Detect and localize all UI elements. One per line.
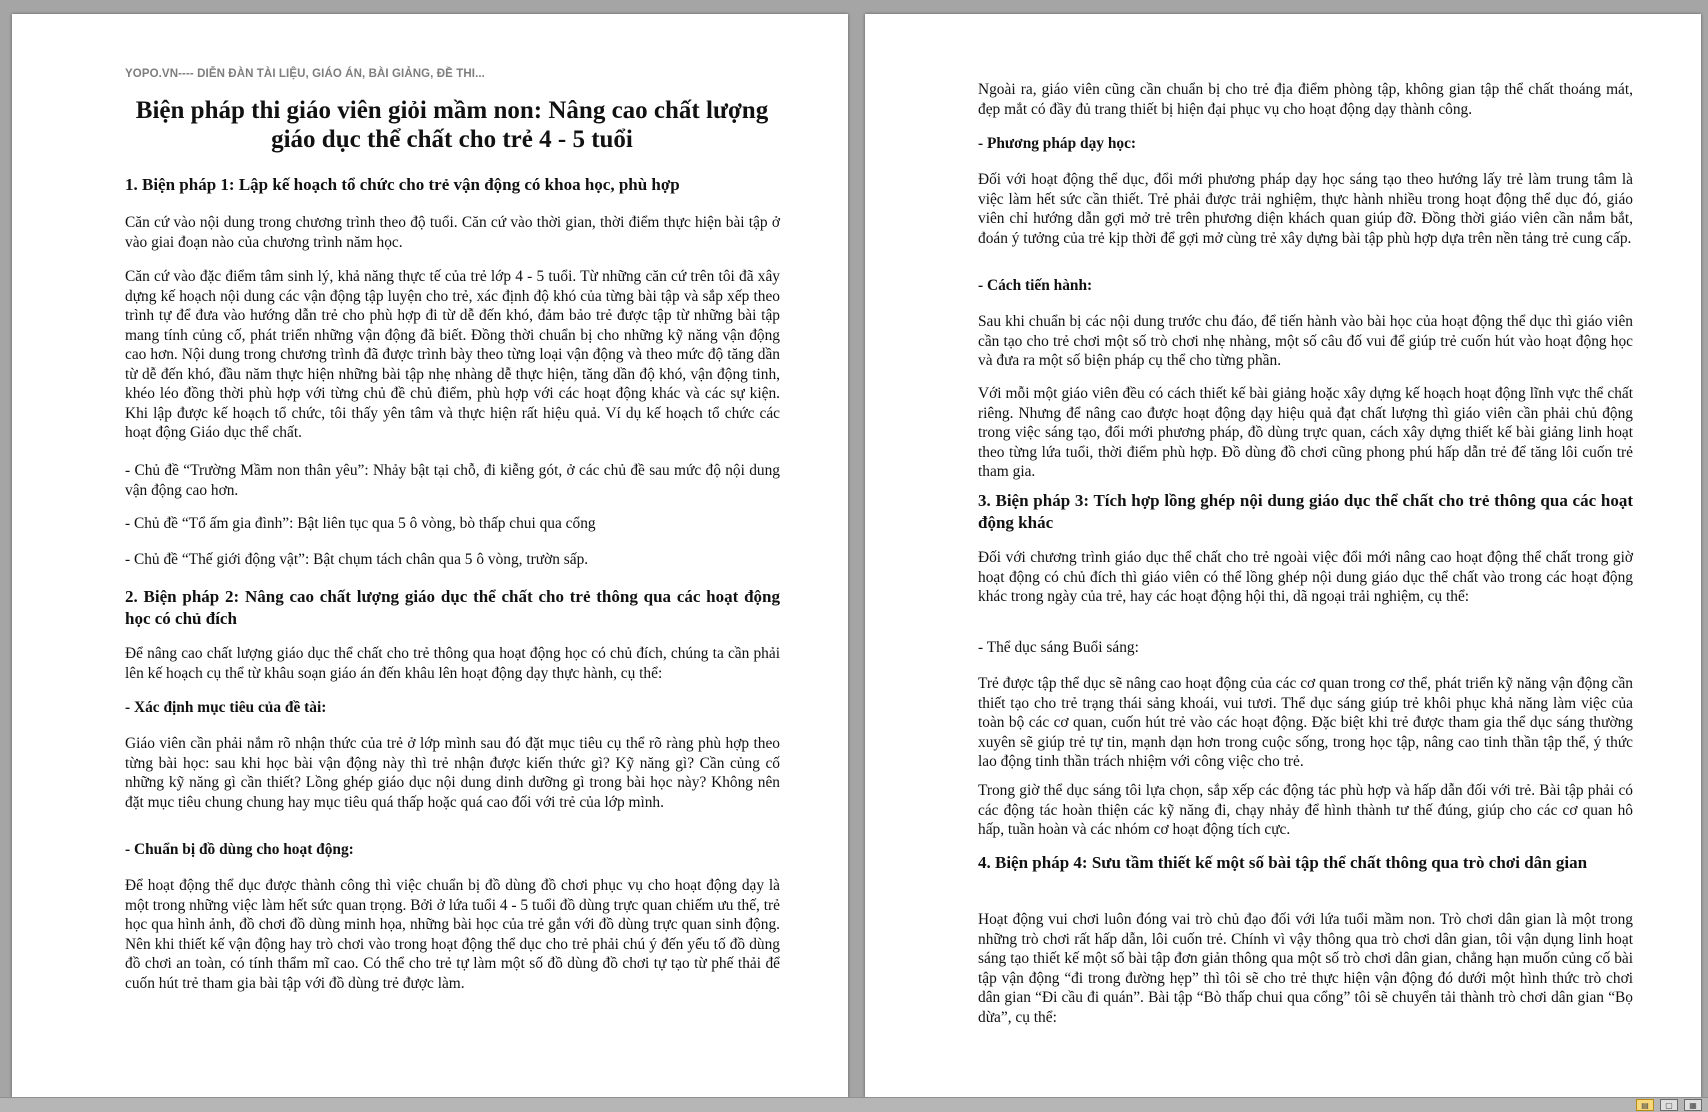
paragraph: Hoạt động vui chơi luôn đóng vai trò chủ đạo đối với lứa tuổi mầm non. Trò chơi dân gian là một trong những trò chơi rất hấp dẫn, lôi cuốn trẻ. Chính vì vậy thông qua trò chơi dân gian, tôi vận dụng linh hoạt sáng tạo thiết kế một số bài tập đơn giản thông qua một số trò chơi dân gian, chẳng hạn muốn củng cố bài tập vận động “đi trong đường hẹp” thì tôi sẽ cho trẻ thực hiện vận động đó dưới một hình thức trò chơi dân gian “Đi cầu đi quán”. Bài tập “Bò thấp chui qua cổng” tôi sẽ chuyển tải thành trò chơi dân gian “Bọ dừa”, cụ thể: [978,911,1633,1026]
paragraph: Đối với hoạt động thể dục, đổi mới phương pháp dạy học sáng tạo theo hướng lấy trẻ làm trung tâm là việc làm hết sức cần thiết. Trẻ phải được trải nghiệm, thực hành nhiều trong hoạt động thể dục đó, giáo viên chỉ hướng dẫn gợi mở trẻ trên phương diện khách quan giúp đỡ. Đồng thời giáo viên cần nắm bắt, đoán ý tưởng của trẻ kịp thời để gợi mở cùng trẻ xây dựng bài tập phù hợp dựa trên nền tảng trẻ cung cấp. [978,171,1633,247]
paragraph: Sau khi chuẩn bị các nội dung trước chu đáo, để tiến hành vào bài học của hoạt động thể dục thì giáo viên cần tạo cho trẻ chơi một số trò chơi nhẹ nhàng, một số câu đố vui để giúp trẻ cuốn hút vào hoạt động học và đưa ra một số biện pháp cụ thể cho từng phần. [978,313,1633,369]
paragraph: Với mỗi một giáo viên đều có cách thiết kế bài giảng hoặc xây dựng kế hoạch hoạt động lĩnh vực thể chất riêng. Nhưng để nâng cao được hoạt động dạy hiệu quả đạt chất lượng thì giáo viên cần phải chủ động trong việc sáng tạo, đổi mới phương pháp, đồ dùng trực quan, cách xây dựng thiết kế bài giảng linh hoạt theo từng lứa tuổi, thời điểm phù hợp. Đồ dùng đồ chơi cũng phong phú hấp dẫn trẻ để tăng lôi cuốn trẻ tham gia. [978,385,1633,480]
paragraph: - Thể dục sáng Buổi sáng: [978,639,1139,656]
page-header: YOPO.VN---- DIỄN ĐÀN TÀI LIỆU, GIÁO ÁN, BÀI GIẢNG, ĐỀ THI... [125,68,485,80]
view-buttons [1636,1098,1702,1112]
paragraph: - Chủ đề “Tổ ấm gia đình”: Bật liên tục qua 5 ô vòng, bò thấp chui qua cổng [125,515,596,532]
section-heading-1: 1. Biện pháp 1: Lập kế hoạch tổ chức cho trẻ vận động có khoa học, phù hợp [125,175,680,194]
document-page-right [865,14,1701,1098]
paragraph: Giáo viên cần phải nắm rõ nhận thức của trẻ ở lớp mình sau đó đặt mục tiêu cụ thể rõ ràng phù hợp theo từng bài học: sau khi học bài vận động này thì trẻ nhận được kiến thức gì? Kỹ năng gì? Cần củng cố những kỹ năng gì cần thiết? Lồng ghép giáo dục nội dung dinh dưỡng gì trong bài học này? Không nên đặt mục tiêu chung chung hay mục tiêu quá thấp hoặc quá cao đối với trẻ của lớp mình. [125,735,780,811]
paragraph: - Chủ đề “Trường Mầm non thân yêu”: Nhảy bật tại chỗ, đi kiễng gót, ở các chủ đề sau mức độ nội dung vận động cao hơn. [125,462,780,499]
paragraph: Căn cứ vào nội dung trong chương trình theo độ tuổi. Căn cứ vào thời gian, thời điểm thực hiện bài tập ở vào giai đoạn nào của chương trình năm học. [125,214,780,251]
section-heading-4: 4. Biện pháp 4: Sưu tầm thiết kế một số bài tập thể chất thông qua trò chơi dân gian [978,853,1588,872]
subheading: - Chuẩn bị đồ dùng cho hoạt động: [125,841,354,858]
section-heading-3: 3. Biện pháp 3: Tích hợp lồng ghép nội dung giáo dục thể chất cho trẻ thông qua các hoạt động khác [978,491,1633,532]
title-line-2: giáo dục thể chất cho trẻ 4 - 5 tuổi [271,126,633,153]
paragraph: Đối với chương trình giáo dục thể chất cho trẻ ngoài việc đổi mới nâng cao hoạt động thể chất trong giờ hoạt động có chủ đích thì giáo viên có thể lồng ghép nội dung giáo dục thể chất vào trong các hoạt động khác trong ngày của trẻ, hay các hoạt động hội thi, dã ngoại trải nghiệm, cụ thể: [978,549,1633,605]
paragraph: Để nâng cao chất lượng giáo dục thể chất cho trẻ thông qua hoạt động học có chủ đích, chúng ta cần phải lên kế hoạch cụ thể từ khâu soạn giáo án đến khâu lên hoạt động dạy thực hành, cụ thể: [125,645,780,682]
section-heading-2: 2. Biện pháp 2: Nâng cao chất lượng giáo dục thể chất cho trẻ thông qua các hoạt động học có chủ đích [125,587,780,628]
title-line-1: Biện pháp thi giáo viên giỏi mầm non: Nâng cao chất lượng [135,97,769,124]
web-layout-icon[interactable]: ▦ [1684,1099,1702,1111]
paragraph: Ngoài ra, giáo viên cũng cần chuẩn bị cho trẻ địa điểm phòng tập, không gian tập thể chất thoáng mát, đẹp mắt có đầy đủ trang thiết bị hiện đại phục vụ cho hoạt động dạy thành công. [978,81,1633,118]
document-page-left [12,14,848,1098]
paragraph: Căn cứ vào đặc điểm tâm sinh lý, khả năng thực tế của trẻ lớp 4 - 5 tuổi. Từ những căn cứ trên tôi đã xây dựng kế hoạch nội dung các vận động tập luyện cho trẻ, xác định độ khó của từng bài tập và sắp xếp theo trình tự để đưa vào hướng dẫn trẻ cho phù hợp đi từ dễ đến khó, đảm bảo trẻ được tập từ những bài tập mang tính củng cố, phát triển những vận động đã biết. Đồng thời chuẩn bị cho những kỹ năng vận động cao hơn. Nội dung trong chương trình đã được trình bày theo từng loại vận động và theo mức độ tăng dần từ dễ đến khó, đầu năm thực hiện những bài tập nhẹ nhàng dễ thực hiện, tăng dần độ khó, vận động tinh, khéo léo đồng thời phù hợp với từng chủ đề chủ điểm, phù hợp với các hoạt động khác và các sự kiện. Khi lập được kế hoạch tổ chức, tôi thấy yên tâm và thực hiện rất hiệu quả. Ví dụ kế hoạch tổ chức các hoạt động Giáo dục thể chất. [125,268,780,441]
status-bar [0,1097,1708,1112]
subheading: - Cách tiến hành: [978,277,1093,294]
paragraph: Để hoạt động thể dục được thành công thì việc chuẩn bị đồ dùng đồ chơi phục vụ cho hoạt động dạy là một trong những việc làm hết sức quan trọng. Bởi ở lứa tuổi 4 - 5 tuổi đồ dùng trực quan chiếm ưu thế, trẻ học qua hình ảnh, đồ chơi đồ dùng minh họa, những bài học của trẻ gắn với đồ dùng trực quan sinh động. Nên khi thiết kế vận động hay trò chơi vào trong hoạt động thể dục cho trẻ phải chú ý đến yếu tố đồ dùng đồ chơi an toàn, có tính thẩm mĩ cao. Có thể cho trẻ tự làm một số đồ dùng đồ chơi tự tạo từ phế thải để cuốn hút trẻ tham gia bài tập với đồ dùng trẻ được làm. [125,877,780,992]
document-title [102,96,802,154]
paragraph: Trẻ được tập thể dục sẽ nâng cao hoạt động của các cơ quan trong cơ thể, phát triển kỹ năng vận động cần thiết tạo cho trẻ trạng thái sảng khoái, vui tươi. Thể dục sáng giúp trẻ khôi phục khả năng làm việc của toàn bộ các cơ quan, cuốn hút trẻ vào các hoạt động. Đặc biệt khi trẻ được tham gia thể dục sáng thường xuyên sẽ giúp trẻ tự tin, mạnh dạn hơn trong cuộc sống, trong học tập, nâng cao tinh thần tập thể, ý thức lao động tinh thần trách nhiệm với công việc cho trẻ. [978,675,1633,770]
paragraph: - Chủ đề “Thế giới động vật”: Bật chụm tách chân qua 5 ô vòng, trườn sấp. [125,551,589,568]
print-layout-icon[interactable]: ▤ [1636,1099,1654,1111]
subheading: - Phương pháp dạy học: [978,135,1137,152]
subheading: - Xác định mục tiêu của đề tài: [125,699,327,716]
paragraph: Trong giờ thể dục sáng tôi lựa chọn, sắp xếp các động tác phù hợp và hấp dẫn đối với trẻ. Bài tập phải có các động tác hoàn thiện các kỹ năng đi, chạy nhảy để hình thành tư thế đúng, giúp cho các cơ quan hô hấp, tuần hoàn và các nhóm cơ hoạt động tích cực. [978,782,1633,838]
full-screen-icon[interactable]: ▢ [1660,1099,1678,1111]
